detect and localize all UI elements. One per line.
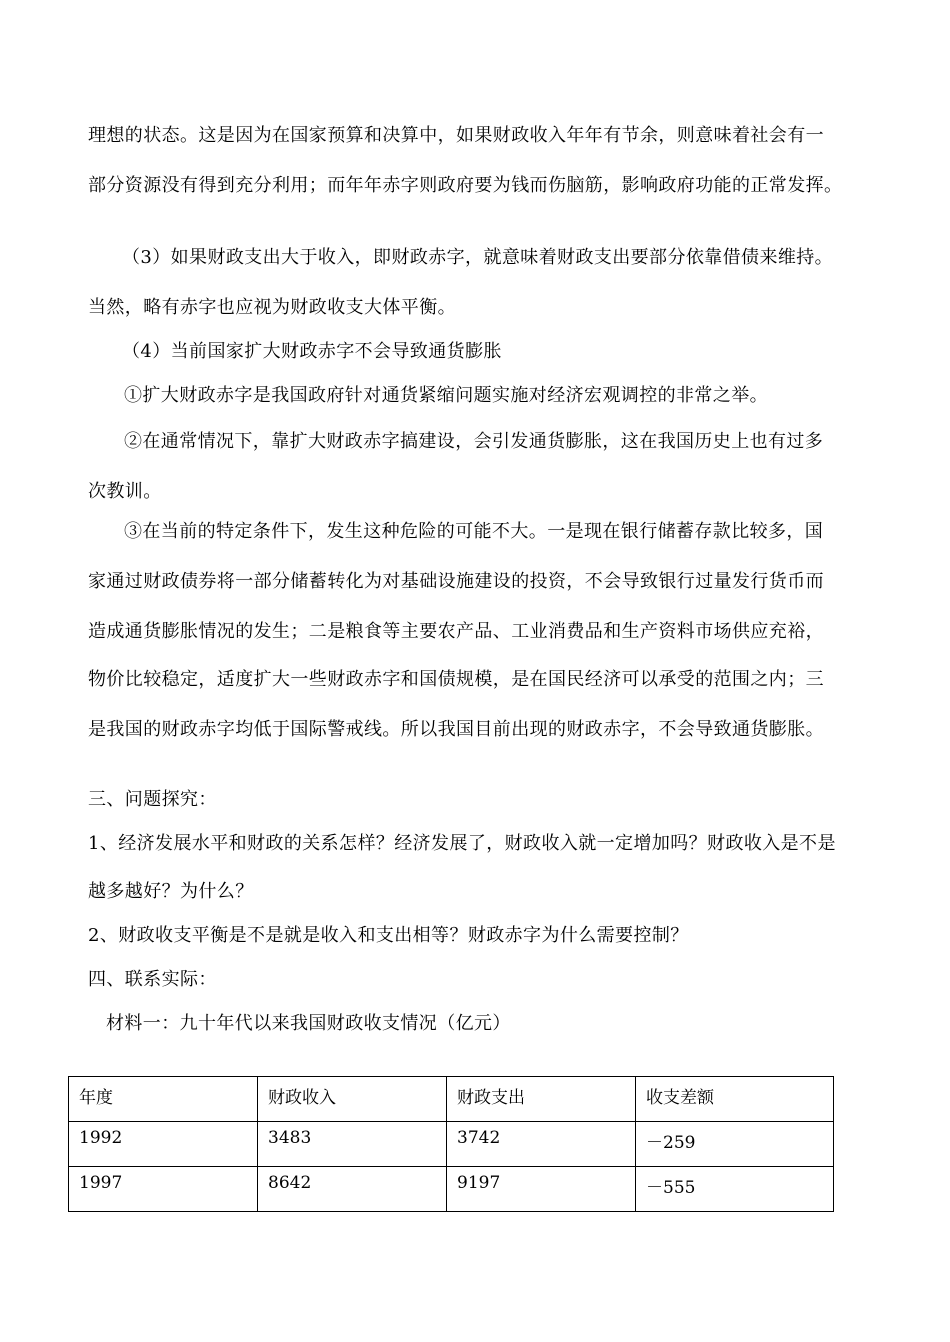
header-cell: 财政收入 (258, 1077, 447, 1122)
table-cell: －555 (636, 1167, 834, 1212)
paragraph-line: 理想的状态。这是因为在国家预算和决算中，如果财政收入年年有节余，则意味着社会有一 (88, 125, 824, 146)
paragraph-line: 当然，略有赤字也应视为财政收支大体平衡。 (88, 297, 456, 318)
question-line: 2、财政收支平衡是不是就是收入和支出相等？财政赤字为什么需要控制？ (88, 925, 689, 946)
paragraph-line: 造成通货膨胀情况的发生；二是粮食等主要农产品、工业消费品和生产资料市场供应充裕， (88, 621, 824, 642)
table-cell: 9197 (447, 1167, 636, 1212)
finance-table (68, 1076, 834, 1212)
paragraph-line: 部分资源没有得到充分利用；而年年赤字则政府要为钱而伤脑筋，影响政府功能的正常发挥。 (88, 175, 843, 196)
paragraph-line: 是我国的财政赤字均低于国际警戒线。所以我国目前出现的财政赤字，不会导致通货膨胀。 (88, 719, 824, 740)
table-cell: 8642 (258, 1167, 447, 1212)
paragraph-line: 次教训。 (88, 481, 162, 502)
question-line: 1、经济发展水平和财政的关系怎样？经济发展了，财政收入就一定增加吗？财政收入是不是 (88, 833, 836, 854)
header-cell: 收支差额 (636, 1077, 834, 1122)
table-cell: 3742 (447, 1122, 636, 1167)
table-cell: 3483 (258, 1122, 447, 1167)
section-heading: 四、联系实际： (88, 969, 217, 990)
table-row (69, 1167, 834, 1212)
table-row (69, 1122, 834, 1167)
table-header-row (69, 1077, 834, 1122)
paragraph-line: （3）如果财政支出大于收入，即财政赤字，就意味着财政支出要部分依靠借债来维持。 (122, 247, 834, 268)
section-heading: 三、问题探究： (88, 789, 217, 810)
paragraph-line: 物价比较稳定，适度扩大一些财政赤字和国债规模，是在国民经济可以承受的范围之内；三 (88, 669, 824, 690)
table-caption: 材料一：九十年代以来我国财政收支情况（亿元） (106, 1013, 511, 1034)
table-cell: 1992 (69, 1122, 258, 1167)
paragraph-line: （4）当前国家扩大财政赤字不会导致通货膨胀 (122, 341, 502, 362)
paragraph-line: ①扩大财政赤字是我国政府针对通货紧缩问题实施对经济宏观调控的非常之举。 (124, 385, 768, 406)
header-cell: 年度 (69, 1077, 258, 1122)
paragraph-line: ②在通常情况下，靠扩大财政赤字搞建设，会引发通货膨胀，这在我国历史上也有过多 (124, 431, 824, 452)
table-cell: 1997 (69, 1167, 258, 1212)
header-cell: 财政支出 (447, 1077, 636, 1122)
paragraph-line: 家通过财政债券将一部分储蓄转化为对基础设施建设的投资，不会导致银行过量发行货币而 (88, 571, 824, 592)
paragraph-line: ③在当前的特定条件下，发生这种危险的可能不大。一是现在银行储蓄存款比较多，国 (124, 521, 824, 542)
question-line: 越多越好？为什么？ (88, 881, 254, 902)
table-cell: －259 (636, 1122, 834, 1167)
